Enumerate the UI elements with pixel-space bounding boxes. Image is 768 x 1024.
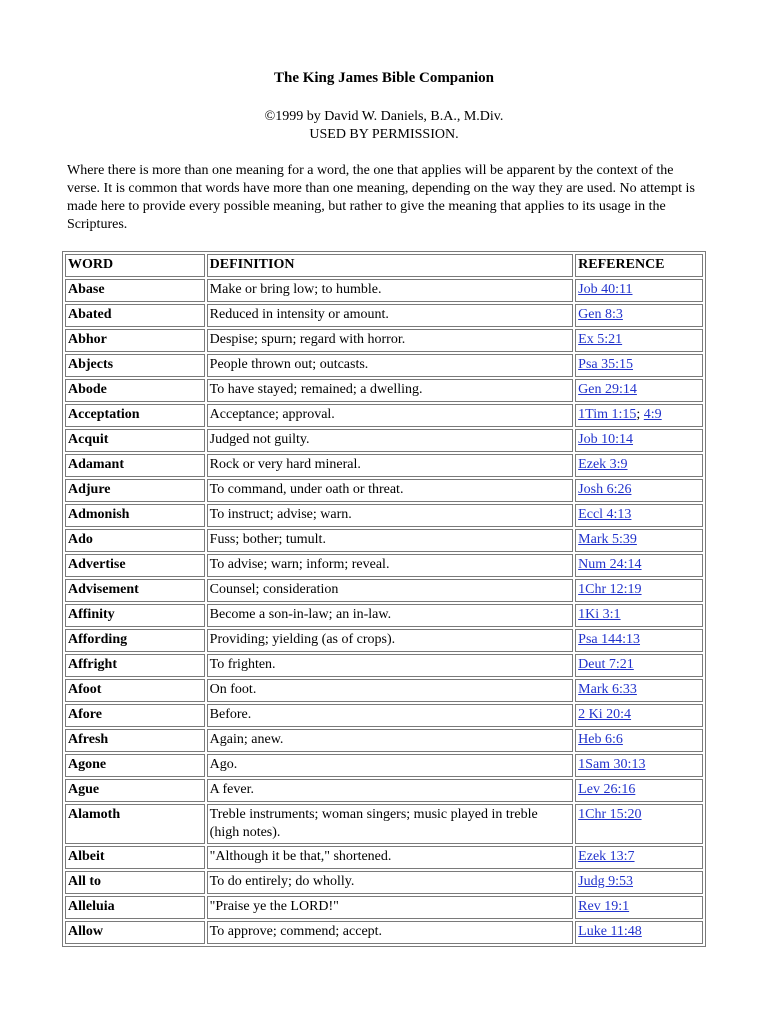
word-cell: Affright: [65, 654, 205, 677]
definition-cell: "Although it be that," shortened.: [207, 846, 574, 869]
table-row: [65, 554, 703, 577]
word-cell: Allow: [65, 921, 205, 944]
table-row: [65, 604, 703, 627]
word-cell: Afore: [65, 704, 205, 727]
table-row: [65, 329, 703, 352]
table-row: [65, 679, 703, 702]
intro-paragraph: Where there is more than one meaning for a word, the one that applies will be apparent by the context of the verse. It is common that words have more than one meaning, depending on the way they are used. No attempt is made here to provide every possible meaning, but rather to give the meaning that applies to its usage in the Scriptures.: [67, 163, 695, 232]
table-header-row: [65, 254, 703, 277]
word-cell: Abated: [65, 304, 205, 327]
header-word: WORD: [65, 254, 205, 277]
table-row: [65, 429, 703, 452]
definition-cell: Counsel; consideration: [207, 579, 574, 602]
reference-cell: [575, 921, 703, 944]
word-cell: Abhor: [65, 329, 205, 352]
table-row: [65, 504, 703, 527]
word-cell: All to: [65, 871, 205, 894]
reference-cell: [575, 629, 703, 652]
table-row: [65, 479, 703, 502]
table-row: [65, 654, 703, 677]
definition-cell: Before.: [207, 704, 574, 727]
reference-link[interactable]: Psa 144:13: [578, 632, 641, 647]
reference-link[interactable]: Job 10:14: [578, 432, 634, 447]
word-cell: Affinity: [65, 604, 205, 627]
reference-cell: [575, 554, 703, 577]
reference-link[interactable]: Ex 5:21: [578, 332, 623, 347]
table-row: [65, 921, 703, 944]
reference-cell: [575, 404, 703, 427]
definition-cell: To instruct; advise; warn.: [207, 504, 574, 527]
reference-cell: [575, 504, 703, 527]
table-row: [65, 754, 703, 777]
definition-cell: Judged not guilty.: [207, 429, 574, 452]
word-cell: Agone: [65, 754, 205, 777]
definition-cell: To approve; commend; accept.: [207, 921, 574, 944]
reference-cell: [575, 704, 703, 727]
definition-cell: A fever.: [207, 779, 574, 802]
word-cell: Ado: [65, 529, 205, 552]
word-cell: Advisement: [65, 579, 205, 602]
word-cell: Abjects: [65, 354, 205, 377]
table-row: [65, 871, 703, 894]
reference-cell: [575, 579, 703, 602]
reference-link[interactable]: Job 40:11: [578, 282, 633, 297]
header-definition: DEFINITION: [207, 254, 574, 277]
definition-cell: Providing; yielding (as of crops).: [207, 629, 574, 652]
reference-cell: [575, 754, 703, 777]
reference-cell: [575, 871, 703, 894]
reference-cell: [575, 896, 703, 919]
reference-link[interactable]: Rev 19:1: [578, 899, 630, 914]
table-row: [65, 779, 703, 802]
glossary-table: [62, 251, 706, 947]
reference-link[interactable]: 1Tim 1:15: [578, 407, 637, 422]
definition-cell: To command, under oath or threat.: [207, 479, 574, 502]
reference-cell: [575, 454, 703, 477]
word-cell: Acceptation: [65, 404, 205, 427]
reference-cell: [575, 804, 703, 844]
word-cell: Advertise: [65, 554, 205, 577]
reference-link[interactable]: 2 Ki 20:4: [578, 707, 632, 722]
definition-cell: Make or bring low; to humble.: [207, 279, 574, 302]
definition-cell: To advise; warn; inform; reveal.: [207, 554, 574, 577]
reference-link[interactable]: Heb 6:6: [578, 732, 623, 747]
word-cell: Adjure: [65, 479, 205, 502]
reference-cell: [575, 479, 703, 502]
definition-cell: Ago.: [207, 754, 574, 777]
reference-cell: [575, 379, 703, 402]
word-cell: Abase: [65, 279, 205, 302]
definition-cell: Become a son-in-law; an in-law.: [207, 604, 574, 627]
table-row: [65, 846, 703, 869]
table-row: [65, 379, 703, 402]
word-cell: Acquit: [65, 429, 205, 452]
definition-cell: Despise; spurn; regard with horror.: [207, 329, 574, 352]
definition-cell: People thrown out; outcasts.: [207, 354, 574, 377]
reference-cell: [575, 679, 703, 702]
table-row: [65, 896, 703, 919]
reference-separator: ;: [636, 407, 644, 422]
reference-cell: [575, 529, 703, 552]
reference-link[interactable]: Num 24:14: [578, 557, 642, 572]
word-cell: Adamant: [65, 454, 205, 477]
definition-cell: "Praise ye the LORD!": [207, 896, 574, 919]
word-cell: Alamoth: [65, 804, 205, 844]
table-row: [65, 704, 703, 727]
copyright-block: [0, 108, 768, 144]
reference-cell: [575, 304, 703, 327]
reference-link[interactable]: Judg 9:53: [578, 874, 634, 889]
page-title: The King James Bible Companion: [273, 70, 495, 86]
definition-cell: Rock or very hard mineral.: [207, 454, 574, 477]
word-cell: Abode: [65, 379, 205, 402]
word-cell: Alleluia: [65, 896, 205, 919]
reference-link[interactable]: Lev 26:16: [578, 782, 636, 797]
reference-link[interactable]: Mark 6:33: [578, 682, 637, 697]
word-cell: Albeit: [65, 846, 205, 869]
reference-link[interactable]: 1Chr 12:19: [578, 582, 642, 597]
word-cell: Admonish: [65, 504, 205, 527]
table-row: [65, 454, 703, 477]
definition-cell: Again; anew.: [207, 729, 574, 752]
table-row: [65, 729, 703, 752]
reference-link[interactable]: Ezek 3:9: [578, 457, 628, 472]
permission-line: USED BY PERMISSION.: [309, 127, 459, 142]
table-row: [65, 279, 703, 302]
table-row: [65, 404, 703, 427]
definition-cell: Reduced in intensity or amount.: [207, 304, 574, 327]
word-cell: Afresh: [65, 729, 205, 752]
table-row: [65, 354, 703, 377]
reference-link[interactable]: Gen 29:14: [578, 382, 637, 397]
copyright-line: ©1999 by David W. Daniels, B.A., M.Div.: [264, 109, 504, 124]
reference-cell: [575, 729, 703, 752]
header-reference: REFERENCE: [575, 254, 703, 277]
table-row: [65, 804, 703, 844]
table-row: [65, 629, 703, 652]
reference-cell: [575, 654, 703, 677]
word-cell: Afoot: [65, 679, 205, 702]
reference-link[interactable]: Josh 6:26: [578, 482, 632, 497]
reference-link[interactable]: 1Chr 15:20: [578, 807, 642, 822]
reference-cell: [575, 279, 703, 302]
reference-link[interactable]: Luke 11:48: [578, 924, 642, 939]
definition-cell: Fuss; bother; tumult.: [207, 529, 574, 552]
reference-link[interactable]: 1Sam 30:13: [578, 757, 646, 772]
reference-cell: [575, 779, 703, 802]
reference-link[interactable]: Gen 8:3: [578, 307, 623, 322]
reference-link[interactable]: Ezek 13:7: [578, 849, 635, 864]
definition-cell: Acceptance; approval.: [207, 404, 574, 427]
definition-cell: Treble instruments; woman singers; music played in treble (high notes).: [207, 804, 574, 844]
reference-link[interactable]: 1Ki 3:1: [578, 607, 621, 622]
reference-link[interactable]: Psa 35:15: [578, 357, 634, 372]
definition-cell: On foot.: [207, 679, 574, 702]
reference-cell: [575, 354, 703, 377]
definition-cell: To frighten.: [207, 654, 574, 677]
reference-cell: [575, 429, 703, 452]
word-cell: Ague: [65, 779, 205, 802]
word-cell: Affording: [65, 629, 205, 652]
reference-link[interactable]: Deut 7:21: [578, 657, 634, 672]
table-row: [65, 529, 703, 552]
reference-link[interactable]: Mark 5:39: [578, 532, 637, 547]
reference-link[interactable]: Eccl 4:13: [578, 507, 632, 522]
reference-cell: [575, 329, 703, 352]
reference-cell: [575, 604, 703, 627]
reference-link[interactable]: 4:9: [643, 407, 662, 422]
table-row: [65, 304, 703, 327]
table-row: [65, 579, 703, 602]
reference-cell: [575, 846, 703, 869]
definition-cell: To do entirely; do wholly.: [207, 871, 574, 894]
definition-cell: To have stayed; remained; a dwelling.: [207, 379, 574, 402]
